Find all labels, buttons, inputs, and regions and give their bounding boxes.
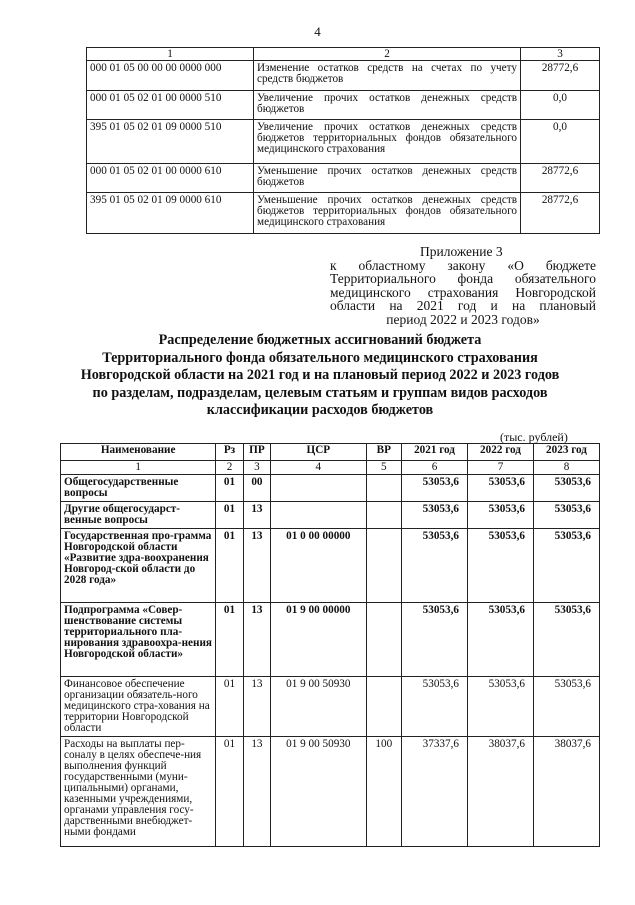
appendix-line: период 2022 и 2023 годов» <box>386 311 540 327</box>
row-name: Другие общегосударст-венные вопросы <box>61 502 216 529</box>
value-2023: 53053,6 <box>533 475 599 502</box>
vr-code <box>366 529 402 603</box>
row-value: 0,0 <box>521 91 600 120</box>
value-2022: 53053,6 <box>468 529 534 603</box>
value-2022: 53053,6 <box>468 502 534 529</box>
column-number: 3 <box>521 48 600 61</box>
table-row <box>87 61 600 91</box>
row-name: Общегосударственные вопросы <box>61 475 216 502</box>
column-number: 2 <box>254 48 521 61</box>
column-numbers-row <box>61 461 600 475</box>
appendix-line: медицинского страхования Новгородской <box>330 284 596 300</box>
value-2022: 53053,6 <box>468 677 534 737</box>
column-number: 8 <box>533 461 599 475</box>
pr-code: 13 <box>243 737 270 847</box>
budget-code: 395 01 05 02 01 09 0000 610 <box>87 193 254 234</box>
title-line: по разделам, подразделам, целевым статьям и группам видов расходов <box>92 384 548 401</box>
row-value: 28772,6 <box>521 193 600 234</box>
table-row <box>61 677 600 737</box>
vr-code <box>366 603 402 677</box>
row-name: Изменение остатков средств на счетах по учету средств бюджетов <box>254 61 521 91</box>
value-2023: 38037,6 <box>533 737 599 847</box>
column-header: Наименование <box>61 444 216 461</box>
csr-code: 01 9 00 00000 <box>271 603 366 677</box>
value-2021: 53053,6 <box>402 529 468 603</box>
table-header-row <box>61 444 600 461</box>
row-value: 28772,6 <box>521 61 600 91</box>
value-2023: 53053,6 <box>533 529 599 603</box>
title-line: Территориального фонда обязательного медицинского страхования <box>102 349 538 366</box>
column-header: ЦСР <box>271 444 366 461</box>
table-row <box>87 120 600 164</box>
row-name: Государственная про-грамма Новгородской области «Развитие здра-воохранения Новгород-ской области до 2028 года» <box>61 529 216 603</box>
value-2021: 53053,6 <box>402 475 468 502</box>
value-2023: 53053,6 <box>533 603 599 677</box>
value-2023: 53053,6 <box>533 502 599 529</box>
value-2021: 53053,6 <box>402 603 468 677</box>
title-line: классификации расходов бюджетов <box>206 402 434 418</box>
budget-code: 000 01 05 00 00 00 0000 000 <box>87 61 254 91</box>
pr-code: 00 <box>243 475 270 502</box>
units-label: (тыс. рублей) <box>500 430 568 444</box>
csr-code: 01 9 00 50930 <box>271 677 366 737</box>
row-value: 28772,6 <box>521 164 600 193</box>
csr-code: 01 9 00 50930 <box>271 737 366 847</box>
row-name: Расходы на выплаты пер-соналу в целях обеспече-ния выполнения функций государственными (муни-ципальными) органами, казенными учреждениями, органами управления госу-дарственными внебюджет-ными фондами <box>61 737 216 847</box>
rz-code: 01 <box>216 475 243 502</box>
csr-code <box>271 502 366 529</box>
column-number: 4 <box>271 461 366 475</box>
value-2023: 53053,6 <box>533 677 599 737</box>
vr-code <box>366 502 402 529</box>
rz-code: 01 <box>216 737 243 847</box>
allocation-table <box>60 443 600 847</box>
sources-table <box>86 47 600 234</box>
column-header: Рз <box>216 444 243 461</box>
rz-code: 01 <box>216 603 243 677</box>
table-row <box>61 475 600 502</box>
column-header: 2021 год <box>402 444 468 461</box>
table-row <box>87 193 600 234</box>
appendix-reference <box>330 245 596 326</box>
row-name: Увеличение прочих остатков денежных средств бюджетов территориальных фондов обязательного медицинского страхования <box>254 120 521 164</box>
row-name: Уменьшение прочих остатков денежных средств бюджетов территориальных фондов обязательного медицинского страхования <box>254 193 521 234</box>
column-header: 2023 год <box>533 444 599 461</box>
value-2021: 37337,6 <box>402 737 468 847</box>
value-2022: 53053,6 <box>468 475 534 502</box>
column-header: ВР <box>366 444 402 461</box>
value-2021: 53053,6 <box>402 677 468 737</box>
column-number: 1 <box>61 461 216 475</box>
value-2021: 53053,6 <box>402 502 468 529</box>
rz-code: 01 <box>216 502 243 529</box>
rz-code: 01 <box>216 677 243 737</box>
csr-code <box>271 475 366 502</box>
row-name: Увеличение прочих остатков денежных средств бюджетов <box>254 91 521 120</box>
table-row <box>87 164 600 193</box>
column-number: 6 <box>402 461 468 475</box>
column-header: ПР <box>243 444 270 461</box>
column-number: 5 <box>366 461 402 475</box>
row-name: Уменьшение прочих остатков денежных средств бюджетов <box>254 164 521 193</box>
budget-code: 000 01 05 02 01 00 0000 510 <box>87 91 254 120</box>
column-number: 7 <box>468 461 534 475</box>
appendix-line: Территориального фонда обязательного <box>330 271 596 286</box>
pr-code: 13 <box>243 529 270 603</box>
table-row <box>61 603 600 677</box>
title-line: Распределение бюджетных ассигнований бюджета <box>158 332 482 348</box>
column-header: 2022 год <box>468 444 534 461</box>
table-row <box>61 529 600 603</box>
appendix-line: Приложение 3 <box>420 244 503 259</box>
appendix-line: области на 2021 год и на плановый <box>330 298 596 313</box>
page-number: 4 <box>314 24 321 39</box>
appendix-line: к областному закону «О бюджете <box>330 257 596 273</box>
budget-code: 395 01 05 02 01 09 0000 510 <box>87 120 254 164</box>
row-value: 0,0 <box>521 120 600 164</box>
column-number: 1 <box>87 48 254 61</box>
pr-code: 13 <box>243 502 270 529</box>
vr-code: 100 <box>366 737 402 847</box>
pr-code: 13 <box>243 677 270 737</box>
column-number: 3 <box>243 461 270 475</box>
vr-code <box>366 677 402 737</box>
document-title <box>40 332 600 420</box>
table-row <box>61 737 600 847</box>
value-2022: 53053,6 <box>468 603 534 677</box>
vr-code <box>366 475 402 502</box>
budget-code: 000 01 05 02 01 00 0000 610 <box>87 164 254 193</box>
table-row <box>61 502 600 529</box>
row-name: Подпрограмма «Совер-шенствование системы территориального пла-нирования здравоохра-нения Новгородской области» <box>61 603 216 677</box>
table-header-row <box>87 48 600 61</box>
title-line: Новгородской области на 2021 год и на плановый период 2022 и 2023 годов <box>80 367 560 383</box>
rz-code: 01 <box>216 529 243 603</box>
table-row <box>87 91 600 120</box>
pr-code: 13 <box>243 603 270 677</box>
value-2022: 38037,6 <box>468 737 534 847</box>
csr-code: 01 0 00 00000 <box>271 529 366 603</box>
column-number: 2 <box>216 461 243 475</box>
row-name: Финансовое обеспечение организации обязатель-ного медицинского стра-хования на территории Новгородской области <box>61 677 216 737</box>
